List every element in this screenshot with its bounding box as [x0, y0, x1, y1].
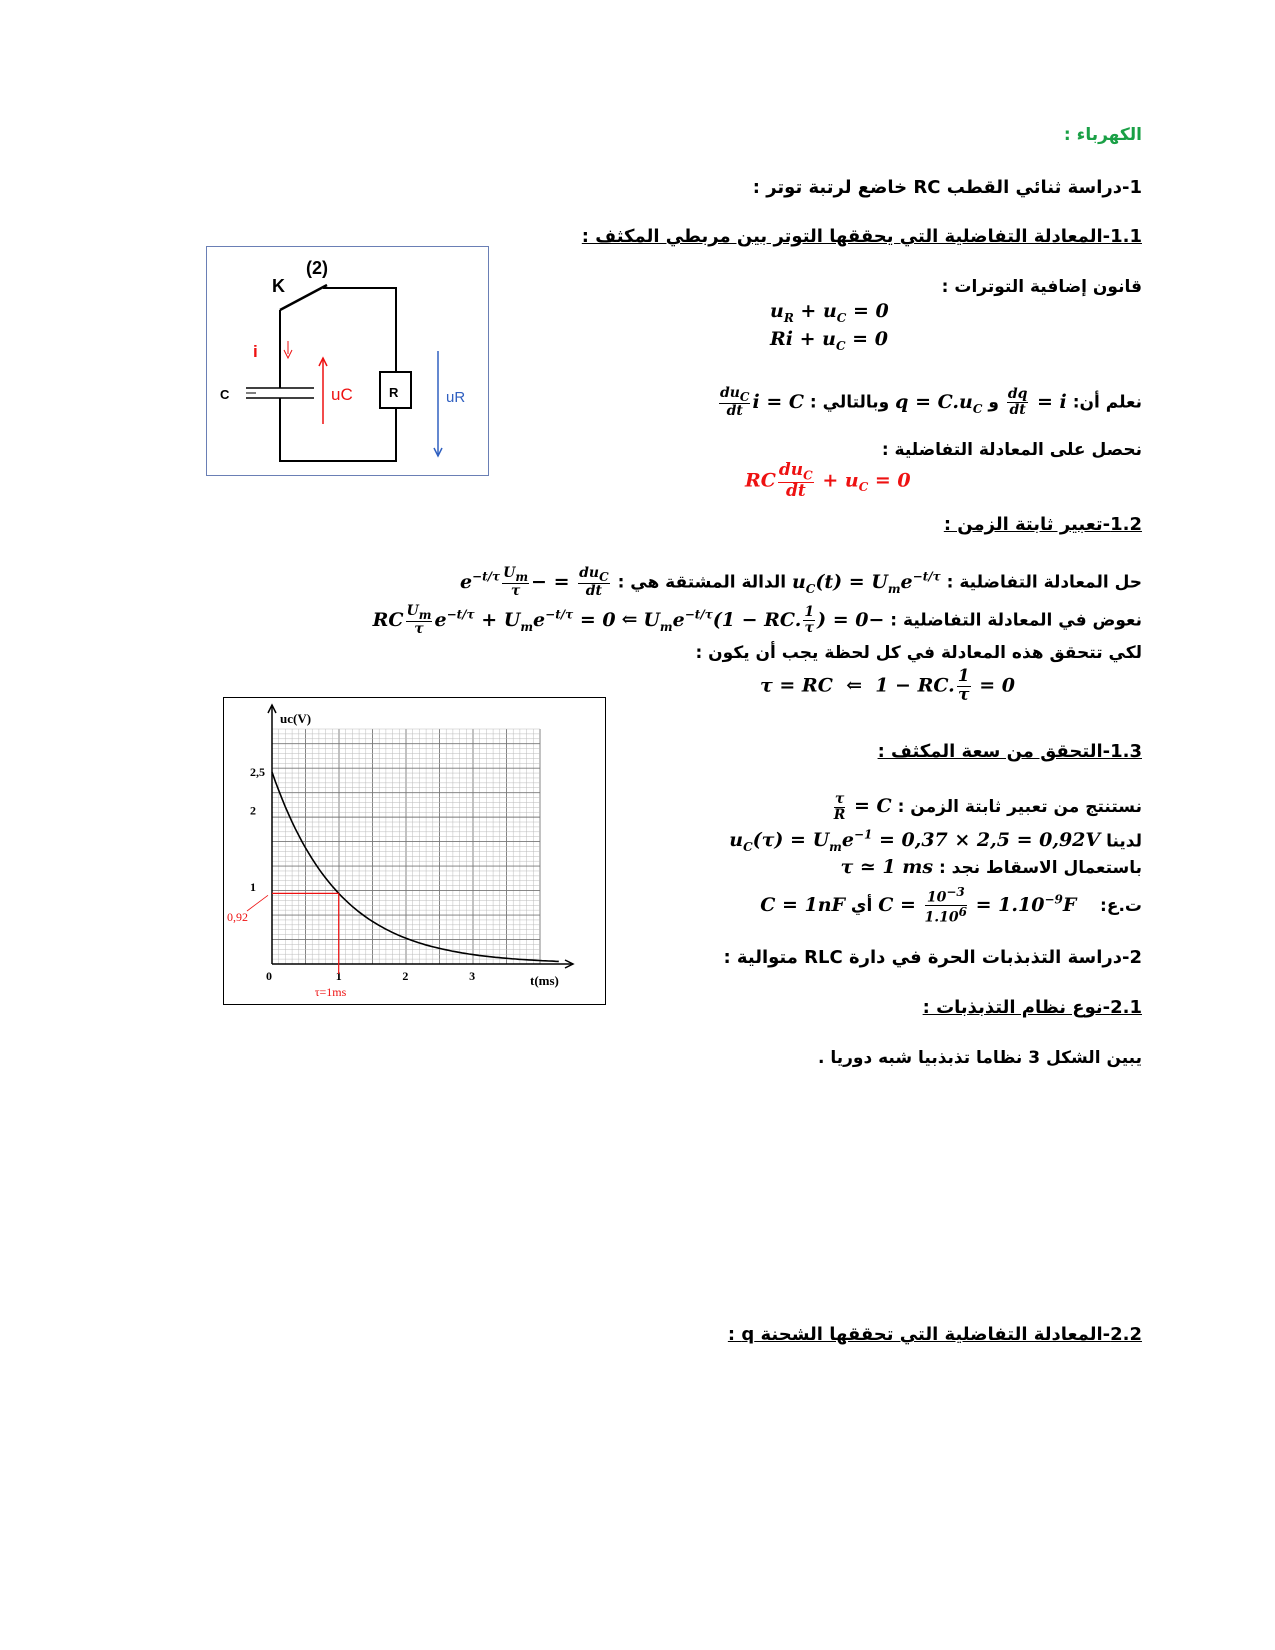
x-tick-label: 2: [402, 969, 409, 983]
y-tick-label: 2: [250, 803, 256, 818]
section-1-2-title: 1.2-تعبير ثابتة الزمن :: [943, 514, 1142, 535]
substitution-label: نعوض في المعادلة التفاضلية :: [890, 610, 1142, 631]
equation-i-cduc: i = C $\frac{du_C}{dt}$: [719, 385, 804, 420]
section-heading-electricity: الكهرباء :: [1063, 125, 1142, 145]
voltage-law-label: قانون إضافية التوترات :: [941, 277, 1142, 297]
solution-line: [460, 566, 1142, 599]
differential-equation-result: RC $\frac{du_C}{dt}$ + $u_C = 0$: [745, 460, 911, 501]
equation-q-cu: $q = C.u_C$: [895, 390, 983, 416]
projection-line: [840, 856, 1142, 878]
we-know-line: [717, 386, 1142, 419]
get-diff-eq-label: نحصل على المعادلة التفاضلية :: [881, 440, 1142, 460]
application-line: [760, 886, 1142, 926]
equation-i-dq: i = $\frac{dq}{dt}$: [1007, 386, 1067, 419]
section-1-title: 1-دراسة ثنائي القطب RC خاضع لرتبة توتر :: [752, 177, 1142, 198]
equation-c-numeric: C = $\frac{10^{-3}}{1.10^6}$ = $1.10^{-9}F$: [878, 885, 1077, 926]
x-tick-label: 1: [335, 969, 342, 983]
section-2-1-title: 2.1-نوع نظام التذبذبات :: [922, 997, 1142, 1018]
switch-label: K: [272, 276, 285, 296]
deduce-label: نستنتج من تعبير ثابتة الزمن :: [897, 797, 1142, 818]
capacitance-result: C = 1nF: [760, 893, 845, 916]
x-tick-label: 0: [266, 969, 272, 983]
and-word: و: [988, 392, 999, 413]
equation-sum-voltages: $u_R + u_C = 0$: [770, 300, 889, 325]
ur-label: uR: [446, 389, 466, 406]
chart-grid: [272, 729, 540, 964]
capacitor-label: C: [220, 387, 230, 402]
y-axis-label: uc(V): [280, 711, 312, 726]
equation-derivative: $\frac{du_C}{dt}$ = − $\frac{U_m}{\tau}$ $e^{-t/\tau}$: [459, 565, 609, 600]
uc-discharge-chart: [223, 697, 606, 1005]
therefore-word: وبالتالي :: [809, 392, 890, 413]
equation-uc-tau: $u_C(\tau) = U_me^{-1} = 0,37 \times 2,5 = 0,92V$: [729, 828, 1101, 855]
substitution-line: نعوض في المعادلة التفاضلية : −RC $\frac{U_m}{\tau}$ $e^{-t/\tau} + U_me^{-t/\tau} = 0$ ⇐ $U_me^{-t/\tau}(1$ − RC. $\frac{1}{\tau}$ ) = 0: [372, 603, 1142, 638]
uc-tau-value: 0,37 × 2,5 = 0,92V: [901, 829, 1101, 852]
y-tick-label: 2,5: [250, 765, 265, 779]
tau-value: τ ≃ 1 ms: [840, 856, 934, 878]
we-know-label: نعلم أن:: [1072, 392, 1142, 413]
x-axis-label: t(ms): [530, 973, 559, 988]
x-tick-label: 3: [469, 969, 476, 983]
projection-label: باستعمال الاسقاط نجد :: [938, 858, 1142, 878]
equation-tau-rc: τ = RC ⇐ 1 − RC. $\frac{1}{\tau}$ = 0: [760, 666, 1016, 705]
solution-label: حل المعادلة التفاضلية :: [946, 572, 1142, 593]
derivative-label: الدالة المشتقة هي :: [617, 572, 787, 593]
equation-solution: $u_C(t) = U_me^{-t/\tau}$: [791, 569, 941, 596]
rc-circuit-diagram: [206, 246, 489, 476]
section-1-3-title: 1.3-التحقق من سعة المكثف :: [877, 741, 1142, 762]
deduce-line: [832, 792, 1142, 822]
switch-position-label: (2): [306, 258, 328, 278]
uc-label: uC: [331, 385, 353, 404]
section-2-1-text: يبين الشكل 3 نظاما تذبذبيا شبه دوريا .: [817, 1048, 1142, 1068]
equation-factored: $U_me^{-t/\tau}(1$ − RC. $\frac{1}{\tau}$ ) = 0: [643, 604, 869, 637]
condition-label: لكي تتحقق هذه المعادلة في كل لحظة يجب أن يكون :: [695, 643, 1142, 663]
have-label: لدينا: [1106, 831, 1142, 852]
annotation-092: 0,92: [227, 910, 248, 924]
ie-word: أي: [850, 895, 873, 916]
section-2-title: 2-دراسة التذبذبات الحرة في دارة RLC متوالية :: [723, 947, 1142, 968]
annotation-tau: τ=1ms: [314, 985, 347, 999]
resistor-label: R: [389, 385, 399, 400]
application-label: ت.ع:: [1100, 895, 1142, 916]
equation-ohm: $Ri + u_C = 0$: [770, 328, 888, 353]
equation-c-tau-r: C = $\frac{\tau}{R}$: [833, 791, 892, 823]
have-line: [729, 828, 1142, 854]
y-tick-label: 1: [250, 880, 256, 895]
section-2-2-title: 2.2-المعادلة التفاضلية التي تحققها الشحنة q :: [727, 1324, 1142, 1345]
current-label: i: [253, 342, 258, 361]
equation-substituted: −RC $\frac{U_m}{\tau}$ $e^{-t/\tau} + U_me^{-t/\tau} = 0$: [372, 603, 885, 638]
section-1-1-title: 1.1-المعادلة التفاضلية التي يحققها التوتر بين مربطي المكثف :: [581, 226, 1142, 247]
